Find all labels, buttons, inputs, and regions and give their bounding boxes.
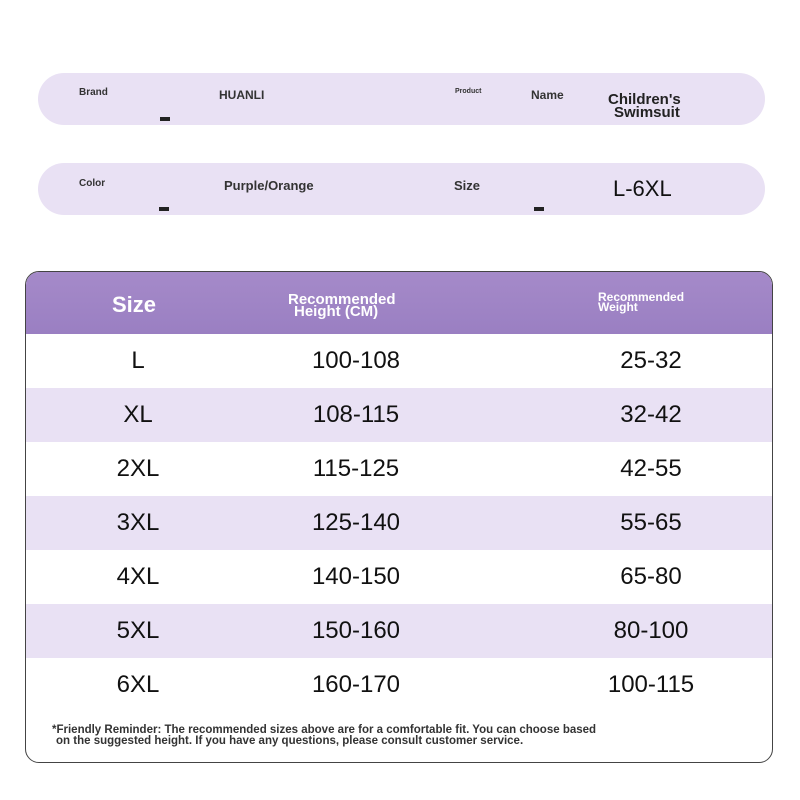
brand-label: Brand	[79, 87, 108, 98]
friendly-reminder-note	[52, 725, 752, 747]
header-weight	[598, 292, 684, 312]
header-size: Size	[112, 292, 157, 317]
cell-height: 108-115	[312, 401, 400, 428]
color-size-info-bar	[38, 163, 765, 215]
product-name-line2: Swimsuit	[614, 104, 680, 121]
cell-weight: 100-115	[607, 671, 695, 698]
cell-size: 3XL	[116, 509, 160, 536]
table-row	[26, 496, 772, 550]
cell-weight: 80-100	[613, 617, 689, 644]
cell-weight: 65-80	[620, 563, 682, 590]
cell-height: 140-150	[311, 563, 401, 590]
note-line1: *Friendly Reminder: The recommended sizes above are for a comfortable fit. You can choose based	[52, 724, 597, 736]
cell-weight: 42-55	[620, 455, 682, 482]
cell-height: 150-160	[311, 617, 401, 644]
cell-height: 125-140	[311, 509, 401, 536]
cell-size: 4XL	[116, 563, 160, 590]
product-name-value	[608, 93, 681, 119]
size-chart-table	[25, 271, 773, 763]
cell-size: 2XL	[116, 455, 160, 482]
cell-size: 6XL	[116, 671, 160, 698]
header-weight-line2: Weight	[598, 300, 638, 314]
cell-size: XL	[123, 401, 153, 428]
header-weight-line1: Recommended	[598, 290, 685, 304]
cell-weight: 55-65	[620, 509, 682, 536]
name-label: Name	[531, 88, 564, 102]
header-height-line2: Height (CM)	[294, 303, 379, 320]
cell-height: 160-170	[311, 671, 401, 698]
header-height-line1: Recommended	[288, 291, 396, 308]
size-label: Size	[454, 178, 481, 193]
cell-height: 100-108	[311, 347, 401, 374]
product-label: Product	[455, 88, 482, 95]
table-row	[26, 442, 772, 496]
table-header	[26, 272, 772, 334]
cell-height: 115-125	[312, 455, 400, 482]
cell-size: L	[131, 347, 145, 374]
size-range-value: L-6XL	[613, 176, 672, 201]
product-name-line1: Children's	[608, 91, 681, 108]
table-row	[26, 550, 772, 604]
header-height	[288, 291, 396, 320]
table-row	[26, 658, 772, 712]
cell-size: 5XL	[116, 617, 160, 644]
color-value: Purple/Orange	[224, 178, 314, 193]
table-row	[26, 604, 772, 658]
note-line2: on the suggested height. If you have any questions, please consult customer service.	[56, 735, 524, 747]
dash-marker	[159, 207, 169, 211]
dash-marker	[160, 117, 170, 121]
brand-info-bar	[38, 73, 765, 125]
table-row	[26, 334, 772, 388]
table-row	[26, 388, 772, 442]
dash-marker	[534, 207, 544, 211]
cell-weight: 25-32	[620, 347, 682, 374]
cell-weight: 32-42	[620, 401, 682, 428]
color-label: Color	[79, 178, 106, 189]
brand-value: HUANLI	[219, 88, 265, 102]
